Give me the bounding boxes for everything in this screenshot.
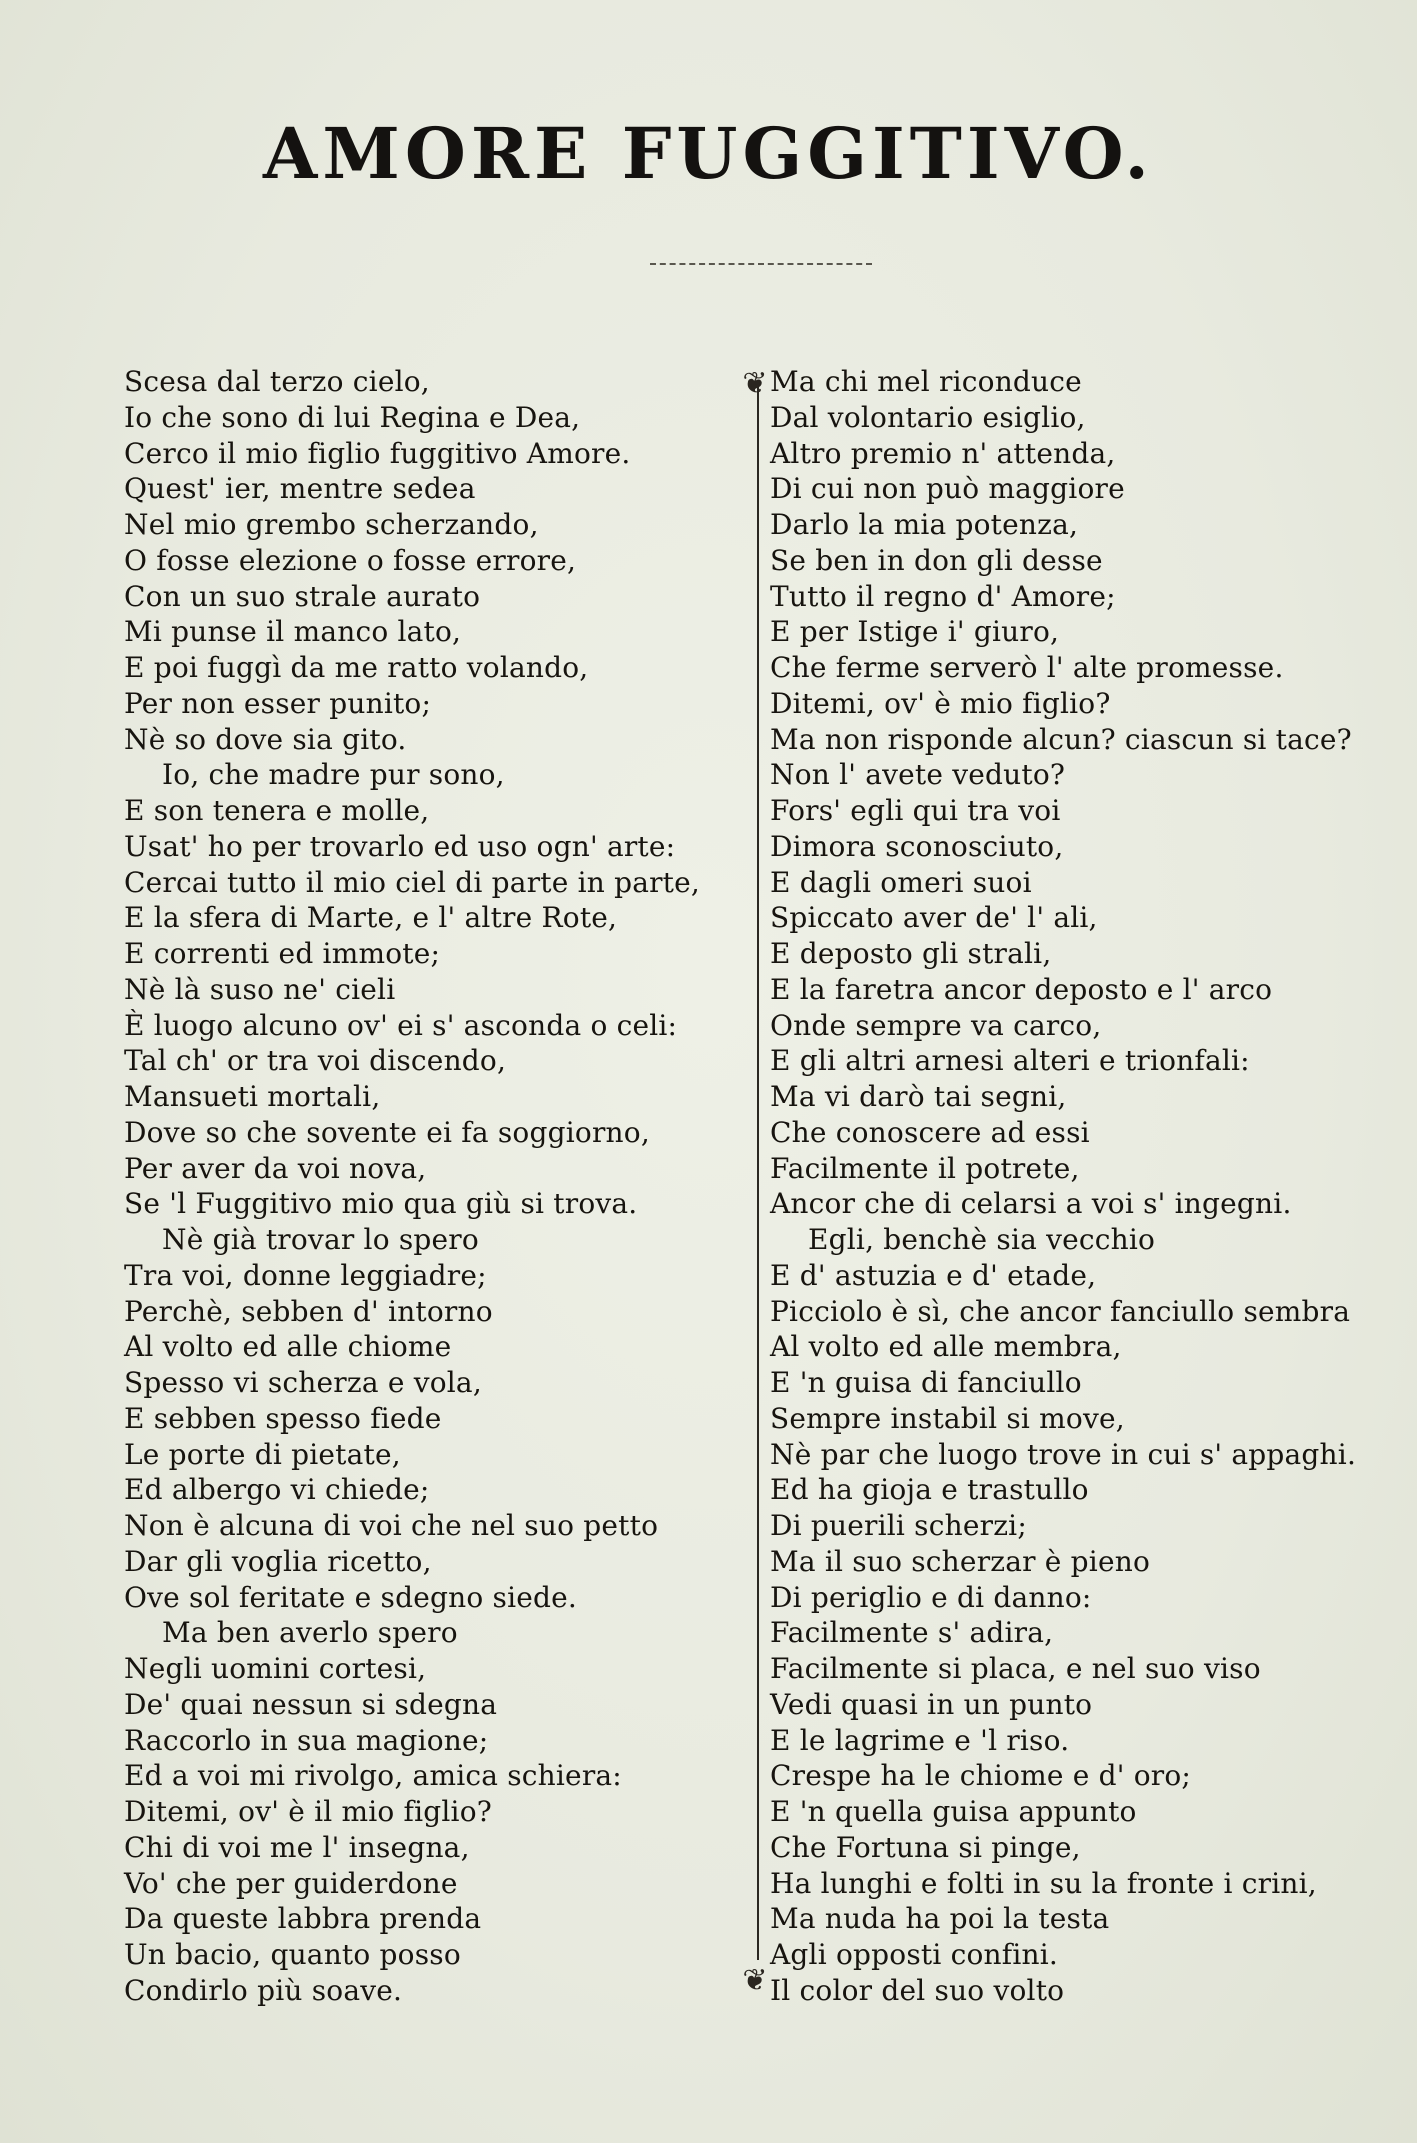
verse-line: Raccorlo in sua magione; [124,1723,489,1757]
poem-column-left [124,364,754,2009]
verse-line: E deposto gli strali, [770,937,1052,970]
verse-line: Ove sol feritate e sdegno siede. [124,1580,578,1614]
verse-line: Facilmente s' adira, [770,1616,1054,1650]
verse-line: Io, che madre pur sono, [162,758,505,792]
verse-line: Ma chi mel riconduce [770,365,1082,398]
verse-line: Perchè, sebben d' intorno [124,1294,493,1328]
verse-line: Mansueti mortali, [124,1080,381,1113]
verse-line: Dal volontario esiglio, [770,400,1086,434]
fleuron-bottom-icon: ❦ [742,1963,768,1998]
verse-line: Sempre instabil si move, [770,1401,1125,1435]
verse-line: Nè già trovar lo spero [162,1223,479,1256]
verse-line: Al volto ed alle chiome [124,1330,452,1364]
verse-line: Vo' che per guiderdone [124,1866,458,1900]
verse-line: E correnti ed immote; [124,937,441,970]
verse-line: Quest' ier, mentre sedea [124,472,476,506]
verse-line: Ed albergo vi chiede; [124,1473,430,1507]
verse-line: Cercai tutto il mio ciel di parte in parte, [124,865,701,899]
verse-line: Per aver da voi nova, [124,1151,427,1185]
verse-line: Usat' ho per trovarlo ed uso ogn' arte: [124,829,676,863]
verse-line: Nè par che luogo trove in cui s' appaghi. [770,1437,1357,1471]
verse-line: Ed a voi mi rivolgo, amica schiera: [124,1759,622,1793]
verse-line: Di periglio e di danno: [770,1580,1092,1614]
verse-line: E 'n quella guisa appunto [770,1795,1137,1828]
verse-line: E gli altri arnesi alteri e trionfali: [770,1044,1250,1078]
verse-line: Ed ha gioja e trastullo [770,1473,1089,1507]
verse-line: Cerco il mio figlio fuggitivo Amore. [124,436,631,470]
verse-line: Dar gli voglia ricetto, [124,1544,432,1578]
verse-line: Non l' avete veduto? [770,758,1066,792]
verse-line: Che conoscere ad essi [770,1115,1090,1149]
verse-line: Nè so dove sia gito. [124,722,407,756]
verse-line: Non è alcuna di voi che nel suo petto [124,1509,659,1542]
verse-line: Se ben in don gli desse [770,543,1103,577]
verse-line: Con un suo strale aurato [124,579,481,613]
verse-line: Di puerili scherzi; [770,1509,1027,1542]
verse-line: Ma nuda ha poi la testa [770,1902,1110,1936]
verse-line: Picciolo è sì, che ancor fanciullo sembra [770,1294,1351,1328]
verse-line: Un bacio, quanto posso [124,1938,461,1971]
verse-line: Tra voi, donne leggiadre; [124,1258,487,1292]
verse-line: Le porte di pietate, [124,1437,401,1471]
verse-line: Ditemi, ov' è mio figlio? [770,686,1111,720]
verse-line: Spiccato aver de' l' ali, [770,901,1098,935]
verse-line: Negli uomini cortesi, [124,1652,427,1685]
verse-line: Agli opposti confini. [770,1938,1058,1971]
verse-line: Facilmente il potrete, [770,1151,1080,1185]
verse-line: Tal ch' or tra voi discendo, [124,1044,507,1078]
verse-line: Facilmente si placa, e nel suo viso [770,1652,1261,1685]
verse-line: Se 'l Fuggitivo mio qua giù si trova. [124,1187,638,1221]
verse-line: Ancor che di celarsi a voi s' ingegni. [770,1187,1292,1221]
verse-line: Ditemi, ov' è il mio figlio? [124,1795,492,1828]
verse-line: E 'n guisa di fanciullo [770,1366,1082,1399]
verse-line: Egli, benchè sia vecchio [808,1223,1156,1256]
verse-line: Scesa dal terzo cielo, [124,365,430,398]
verse-line: E la faretra ancor deposto e l' arco [770,972,1273,1006]
verse-line: Ma vi darò tai segni, [770,1080,1067,1113]
verse-line: Chi di voi me l' insegna, [124,1830,470,1864]
verse-line: Condirlo più soave. [124,1973,403,2007]
verse-line: E son tenera e molle, [124,794,430,827]
fleuron-top-icon: ❦ [742,366,768,401]
verse-line: Che Fortuna si pinge, [770,1830,1081,1864]
verse-line: E sebben spesso fiede [124,1401,442,1435]
verse-line: Che ferme serverò l' alte promesse. [770,651,1284,684]
verse-line: Di cui non può maggiore [770,472,1125,506]
verse-line: Altro premio n' attenda, [770,436,1116,470]
verse-line: È luogo alcuno ov' ei s' asconda o celi: [124,1008,678,1042]
verse-line: Spesso vi scherza e vola, [124,1366,482,1399]
verse-line: Mi punse il manco lato, [124,615,462,649]
verse-line: E per Istige i' giuro, [770,615,1060,649]
verse-line: Tutto il regno d' Amore; [770,579,1116,613]
verse-line: Crespe ha le chiome e d' oro; [770,1759,1192,1793]
poem-column-right [770,364,1380,2009]
verse-line: Al volto ed alle membra, [770,1330,1122,1364]
verse-line: E d' astuzia e d' etade, [770,1258,1097,1292]
verse-line: E la sfera di Marte, e l' altre Rote, [124,901,618,935]
verse-line: O fosse elezione o fosse errore, [124,543,577,577]
verse-line: De' quai nessun si sdegna [124,1687,498,1721]
verse-line: Io che sono di lui Regina e Dea, [124,400,581,434]
verse-line: Ma non risponde alcun? ciascun si tace? [770,722,1352,756]
verse-line: Dimora sconosciuto, [770,829,1064,863]
verse-line: Darlo la mia potenza, [770,508,1079,541]
verse-line: Da queste labbra prenda [124,1902,482,1936]
page-title: AMORE FUGGITIVO. [263,112,1154,195]
verse-line: Fors' egli qui tra voi [770,794,1061,827]
verse-line: Nè là suso ne' cieli [124,972,396,1006]
verse-line: Onde sempre va carco, [770,1008,1102,1042]
verse-line: Ma ben averlo spero [162,1616,458,1650]
verse-line: E dagli omeri suoi [770,865,1032,899]
verse-line: E poi fuggì da me ratto volando, [124,651,589,684]
verse-line: Nel mio grembo scherzando, [124,508,539,541]
verse-line: E le lagrime e 'l riso. [770,1723,1070,1757]
verse-line: Vedi quasi in un punto [770,1687,1093,1721]
title-rule [650,263,872,265]
column-divider [757,382,759,1960]
verse-line: Ma il suo scherzar è pieno [770,1544,1151,1578]
verse-line: Ha lunghi e folti in su la fronte i crini, [770,1866,1317,1900]
verse-line: Dove so che sovente ei fa soggiorno, [124,1115,650,1149]
verse-line: Per non esser punito; [124,686,432,720]
verse-line: Il color del suo volto [770,1973,1065,2007]
